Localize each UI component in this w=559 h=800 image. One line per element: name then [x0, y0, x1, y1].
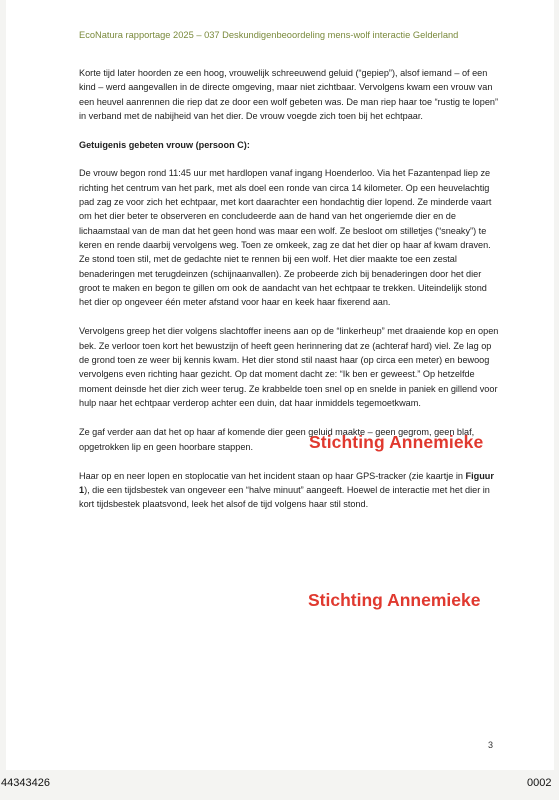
paragraph-3: Vervolgens greep het dier volgens slachtoffer ineens aan op de “linkerheup” met draaiende kop en open bek. Ze verloor toen kort het bewustzijn of heeft geen herinnering dat ze (achteraf hard) viel. Ze lag op de grond toen ze weer bij kennis kwam. Het dier stond stil naast haar (op circa een meter) en bewoog vervolgens even richting haar gezicht. Op dat moment dacht ze: “Ik ben er geweest.” Op hetzelfde moment deinsde het dier zich weer terug. Ze krabbelde toen snel op en snelde in paniek en gillend voor hulp naar het echtpaar verderop achter een duin, dat haar inmiddels tegemoetkwam. [79, 326, 499, 408]
figure-ref-suffix: ), die een tijdsbestek van ongeveer een “halve minuut” aangeeft. Hoewel de interactie met het dier in kort tijdsbestek plaatsvond, leek het alsof de tijd volgens haar stil stond. [79, 485, 490, 510]
body-text [79, 66, 499, 527]
footer-document-id: 44343426 [1, 777, 50, 789]
watermark-stamp: Stichting Annemieke [308, 590, 481, 610]
page-number: 3 [488, 740, 494, 750]
section-heading: Getuigenis gebeten vrouw (persoon C): [79, 140, 250, 151]
paragraph-5 [79, 469, 499, 512]
paragraph-1: Korte tijd later hoorden ze een hoog, vrouwelijk schreeuwend geluid (“gepiep”), alsof iemand – of een kind – werd aangevallen in de directe omgeving, maar niet zichtbaar. Vervolgens kwam een vrouw van een heuvel aanrennen die riep dat ze door een wolf gebeten was. De man riep haar toe “rustig te lopen” in verband met de nabijheid van het dier. De vrouw voegde zich toen bij het echtpaar. [79, 68, 499, 121]
footer-page-code: 0002 [527, 777, 552, 789]
watermark-stamp: Stichting Annemieke [309, 432, 484, 452]
document-page [6, 0, 554, 770]
paragraph-4: Ze gaf verder aan dat het op haar af komende dier geen geluid maakte – geen gegrom, geen blaf, opgetrokken lip en geen hoorbare stappen. [79, 427, 475, 452]
figure-ref-link: Figuur 1 [79, 470, 494, 496]
paragraph-2: De vrouw begon rond 11:45 uur met hardlopen vanaf ingang Hoenderloo. Via het Fazantenpad liep ze richting het centrum van het park, met als doel een ronde van circa 14 kilometer. Op een heuvelachtig pad zag ze voor zich het echtpaar, met kort daarachter een hondachtig dier lopend. Ze minderde vaart om het dier beter te observeren en concludeerde aan de hand van het ongeriemde dier en de lichaamstaal van de man dat het geen hond was maar een wolf. Ze besloot om stilletjes (“sneaky”) te keren en rende daarbij vervolgens weg. Toen ze omkeek, zag ze dat het dier op haar af kwam draven. Ze stond toen stil, met de gedachte niet te rennen bij een wolf. Het dier maakte toe een zestal benaderingen met terugdeinzen (schijnaanvallen). Ze probeerde zich bij benaderingen door het dier groot te maken en begon te gillen om ook de aandacht van het echtpaar te trekken. Uiteindelijk stond het dier op ongeveer één meter afstand voor haar en keek haar fixerend aan. [79, 168, 492, 308]
figure-ref-prefix: Haar op en neer lopen en stoplocatie van het incident staan op haar GPS-tracker (zie kaartje in [79, 470, 466, 481]
page-header: EcoNatura rapportage 2025 – 037 Deskundigenbeoordeling mens-wolf interactie Gelderland [79, 30, 459, 40]
